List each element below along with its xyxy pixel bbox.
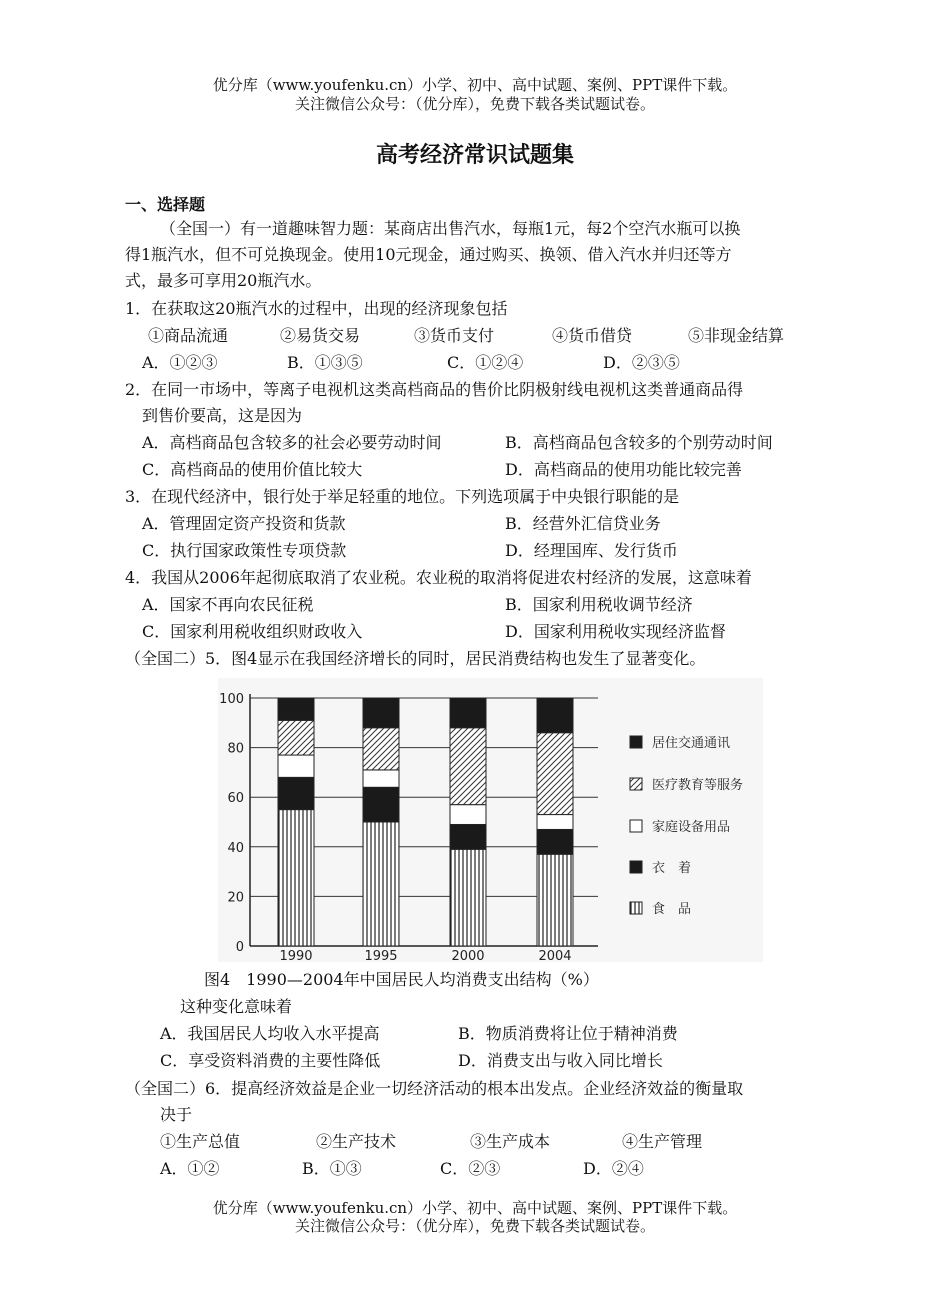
q6-option-b: B．①③ xyxy=(302,1159,362,1178)
q1-option-b: B．①③⑤ xyxy=(287,353,363,372)
q2-stem-2: 到售价要高，这是因为 xyxy=(142,406,303,425)
legend-swatch xyxy=(630,861,642,873)
q5-option-b: B．物质消费将让位于精神消费 xyxy=(458,1024,678,1043)
y-tick-label: 80 xyxy=(227,741,244,757)
q5-option-d: D．消费支出与收入同比增长 xyxy=(458,1051,663,1070)
bar-segment xyxy=(363,728,399,770)
q3-stem: 3．在现代经济中，银行处于举足轻重的地位。下列选项属于中央银行职能的是 xyxy=(125,487,680,506)
y-tick-label: 60 xyxy=(227,791,244,807)
bar-segment xyxy=(450,728,486,805)
legend-label: 衣 着 xyxy=(652,861,692,876)
q4-option-d: D．国家利用税收实现经济监督 xyxy=(505,622,726,641)
q2-stem-1: 2．在同一市场中，等离子电视机这类高档商品的售价比阴极射线电视机这类普通商品得 xyxy=(125,380,744,399)
q1-item: ③货币支付 xyxy=(414,326,495,345)
q6-option-c: C．②③ xyxy=(440,1159,501,1178)
intro-line-1: （全国一）有一道趣味智力题：某商店出售汽水，每瓶1元，每2个空汽水瓶可以换 xyxy=(160,219,741,238)
page-title: 高考经济常识试题集 xyxy=(375,142,574,168)
q2-option-b: B．高档商品包含较多的个别劳动时间 xyxy=(505,433,773,452)
q3-option-b: B．经营外汇信贷业务 xyxy=(505,514,661,533)
bar-segment xyxy=(363,698,399,728)
consumption-chart xyxy=(218,678,763,962)
q4-stem: 4．我国从2006年起彻底取消了农业税。农业税的取消将促进农村经济的发展，这意味着 xyxy=(125,568,752,587)
intro-line-3: 式，最多可享用20瓶汽水。 xyxy=(125,271,322,290)
legend-swatch xyxy=(630,736,642,748)
q6-item: ③生产成本 xyxy=(470,1132,551,1151)
bar-segment xyxy=(450,824,486,849)
q3-option-d: D．经理国库、发行货币 xyxy=(505,541,678,560)
bar-segment xyxy=(278,698,314,720)
header-line-2: 关注微信公众号：（优分库），免费下载各类试题试卷。 xyxy=(294,95,655,113)
bar-segment xyxy=(537,815,573,830)
q1-option-d: D．②③⑤ xyxy=(603,353,680,372)
figure-caption: 图4 1990—2004年中国居民人均消费支出结构（%） xyxy=(204,970,599,989)
q6-stem-2: 决于 xyxy=(160,1105,193,1124)
bar-segment xyxy=(363,787,399,822)
header-line-1: 优分库（www.youfenku.cn）小学、初中、高中试题、案例、PPT课件下载。 xyxy=(212,76,738,94)
q6-item: ④生产管理 xyxy=(622,1132,703,1151)
bar-segment xyxy=(363,822,399,946)
x-tick-label: 2000 xyxy=(451,949,485,962)
y-tick-label: 40 xyxy=(227,840,244,856)
q5-sub: 这种变化意味着 xyxy=(180,997,293,1016)
y-tick-label: 20 xyxy=(227,890,244,906)
x-tick-label: 2004 xyxy=(538,949,572,962)
q5-option-c: C．享受资料消费的主要性降低 xyxy=(160,1051,381,1070)
section-heading: 一、选择题 xyxy=(125,195,206,214)
bar-segment xyxy=(278,720,314,755)
legend-swatch xyxy=(630,820,642,832)
bar-segment xyxy=(537,698,573,733)
q4-option-b: B．国家利用税收调节经济 xyxy=(505,595,693,614)
legend-swatch xyxy=(630,902,642,914)
q1-item: ①商品流通 xyxy=(148,326,229,345)
footer-line-1: 优分库（www.youfenku.cn）小学、初中、高中试题、案例、PPT课件下载。 xyxy=(212,1199,738,1217)
q3-option-c: C．执行国家政策性专项贷款 xyxy=(142,541,347,560)
bar-segment xyxy=(450,698,486,728)
bar-segment xyxy=(278,755,314,777)
bar-segment xyxy=(537,854,573,946)
q1-option-c: C．①②④ xyxy=(447,353,524,372)
q1-item: ④货币借贷 xyxy=(552,326,633,345)
q2-option-a: A．高档商品包含较多的社会必要劳动时间 xyxy=(142,433,442,452)
bar-segment xyxy=(278,777,314,809)
y-tick-label: 100 xyxy=(219,692,244,707)
bar-segment xyxy=(450,849,486,946)
legend-swatch xyxy=(630,778,642,790)
q6-option-a: A．①② xyxy=(160,1159,220,1178)
q1-item: ⑤非现金结算 xyxy=(688,326,785,345)
chart-svg xyxy=(218,678,763,962)
q3-option-a: A．管理固定资产投资和货款 xyxy=(142,514,346,533)
y-tick-label: 0 xyxy=(235,940,244,955)
q4-option-c: C．国家利用税收组织财政收入 xyxy=(142,622,363,641)
legend-label: 医疗教育等服务 xyxy=(652,778,744,793)
q6-stem-1: （全国二）6．提高经济效益是企业一切经济活动的根本出发点。企业经济效益的衡量取 xyxy=(125,1079,744,1098)
q2-option-d: D．高档商品的使用功能比较完善 xyxy=(505,460,742,479)
bar-segment xyxy=(278,810,314,946)
q2-option-c: C．高档商品的使用价值比较大 xyxy=(142,460,363,479)
legend-label: 居住交通通讯 xyxy=(652,736,731,751)
x-tick-label: 1995 xyxy=(364,949,398,962)
legend-label: 家庭设备用品 xyxy=(652,820,731,835)
q4-option-a: A．国家不再向农民征税 xyxy=(142,595,314,614)
q1-item: ②易货交易 xyxy=(280,326,361,345)
q5-stem: （全国二）5．图4显示在我国经济增长的同时，居民消费结构也发生了显著变化。 xyxy=(125,649,706,668)
bar-segment xyxy=(450,805,486,825)
bar-segment xyxy=(537,829,573,854)
q6-item: ①生产总值 xyxy=(160,1132,241,1151)
q6-item: ②生产技术 xyxy=(316,1132,397,1151)
q5-option-a: A．我国居民人均收入水平提高 xyxy=(160,1024,380,1043)
bar-segment xyxy=(363,770,399,787)
q6-option-d: D．②④ xyxy=(583,1159,644,1178)
bar-segment xyxy=(537,733,573,815)
intro-line-2: 得1瓶汽水，但不可兑换现金。使用10元现金，通过购买、换领、借入汽水并归还等方 xyxy=(125,245,732,264)
q1-option-a: A．①②③ xyxy=(142,353,218,372)
footer-line-2: 关注微信公众号：（优分库），免费下载各类试题试卷。 xyxy=(294,1217,655,1235)
q1-stem: 1．在获取这20瓶汽水的过程中，出现的经济现象包括 xyxy=(125,299,508,318)
legend-label: 食 品 xyxy=(652,902,692,917)
x-tick-label: 1990 xyxy=(279,949,313,962)
